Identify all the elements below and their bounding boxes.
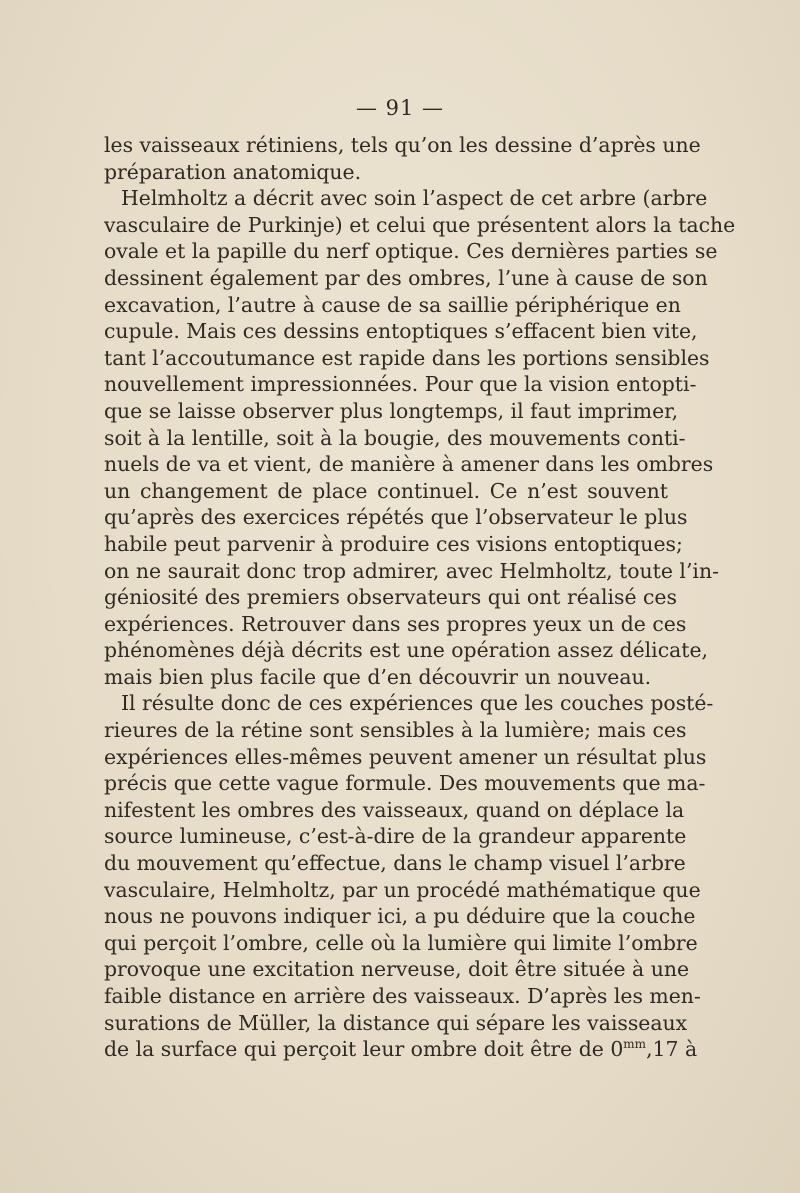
text-line: rieures de la rétine sont sensibles à la lumière; mais ces xyxy=(104,718,687,743)
text-line: Helmholtz a décrit avec soin l’aspect de cet arbre (arbre xyxy=(121,186,708,211)
text-line: soit à la lentille, soit à la bougie, des mouvements conti- xyxy=(104,425,686,450)
text-line: les vaisseaux rétiniens, tels qu’on les dessine d’après une xyxy=(104,133,701,157)
text-line: que se laisse observer plus longtemps, il faut imprimer, xyxy=(104,398,679,423)
text-line: géniosité des premiers observateurs qui ont réalisé ces xyxy=(104,585,677,610)
body-text xyxy=(104,132,736,1063)
text-line: habile peut parvenir à produire ces visions entoptiques; xyxy=(104,531,683,556)
text-line: précis que cette vague formule. Des mouvements que ma- xyxy=(104,771,706,796)
text-line: qui perçoit l’ombre, celle où la lumière qui limite l’ombre xyxy=(104,930,698,955)
final-line-start: de la surface qui perçoit leur ombre doit être de 0 xyxy=(104,1037,624,1062)
text-line: préparation anatomique. xyxy=(104,159,362,184)
text-line: on ne saurait donc trop admirer, avec Helmholtz, toute l’in- xyxy=(104,558,719,583)
text-line: source lumineuse, c’est-à-dire de la grandeur apparente xyxy=(104,824,687,849)
text-line: nuels de va et vient, de manière à amener dans les ombres xyxy=(104,452,714,477)
text-line: nouvellement impressionnées. Pour que la vision entopti- xyxy=(104,372,697,397)
text-line: vasculaire, Helmholtz, par un procédé mathématique que xyxy=(104,877,701,902)
text-line: faible distance en arrière des vaisseaux. D’après les men- xyxy=(104,984,701,1008)
page-number: — 91 — xyxy=(355,96,445,120)
text-line: un changement de place continuel. Ce n’est souvent xyxy=(104,478,668,503)
text-line: provoque une excitation nerveuse, doit être située à une xyxy=(104,957,690,982)
text-line-final xyxy=(104,1036,698,1063)
text-line: nifestent les ombres des vaisseaux, quand on déplace la xyxy=(104,797,685,822)
text-line: mais bien plus facile que d’en découvrir un nouveau. xyxy=(104,664,652,689)
final-line-end: ,17 à xyxy=(646,1037,698,1062)
text-line: qu’après des exercices répétés que l’observateur le plus xyxy=(104,505,688,530)
text-line: dessinent également par des ombres, l’une à cause de son xyxy=(104,265,708,290)
text-line: surations de Müller, la distance qui sépare les vaisseaux xyxy=(104,1010,688,1035)
text-line: nous ne pouvons indiquer ici, a pu déduire que la couche xyxy=(104,904,696,929)
text-line: cupule. Mais ces dessins entoptiques s’effacent bien vite, xyxy=(104,319,698,344)
text-line: tant l’accoutumance est rapide dans les portions sensibles xyxy=(104,345,710,370)
text-line: Il résulte donc de ces expériences que les couches posté- xyxy=(121,691,714,716)
unit-superscript: mm xyxy=(623,1037,647,1052)
text-line: expériences elles-mêmes peuvent amener un résultat plus xyxy=(104,744,707,769)
text-line: vasculaire de Purkinje) et celui que présentent alors la tache xyxy=(104,212,736,237)
text-line: du mouvement qu’effectue, dans le champ visuel l’arbre xyxy=(104,851,686,876)
text-line: phénomènes déjà décrits est une opération assez délicate, xyxy=(104,638,709,663)
text-line: excavation, l’autre à cause de sa saillie périphérique en xyxy=(104,292,681,317)
text-line: expériences. Retrouver dans ses propres yeux un de ces xyxy=(104,611,687,636)
text-line: ovale et la papille du nerf optique. Ces dernières parties se xyxy=(104,239,718,264)
